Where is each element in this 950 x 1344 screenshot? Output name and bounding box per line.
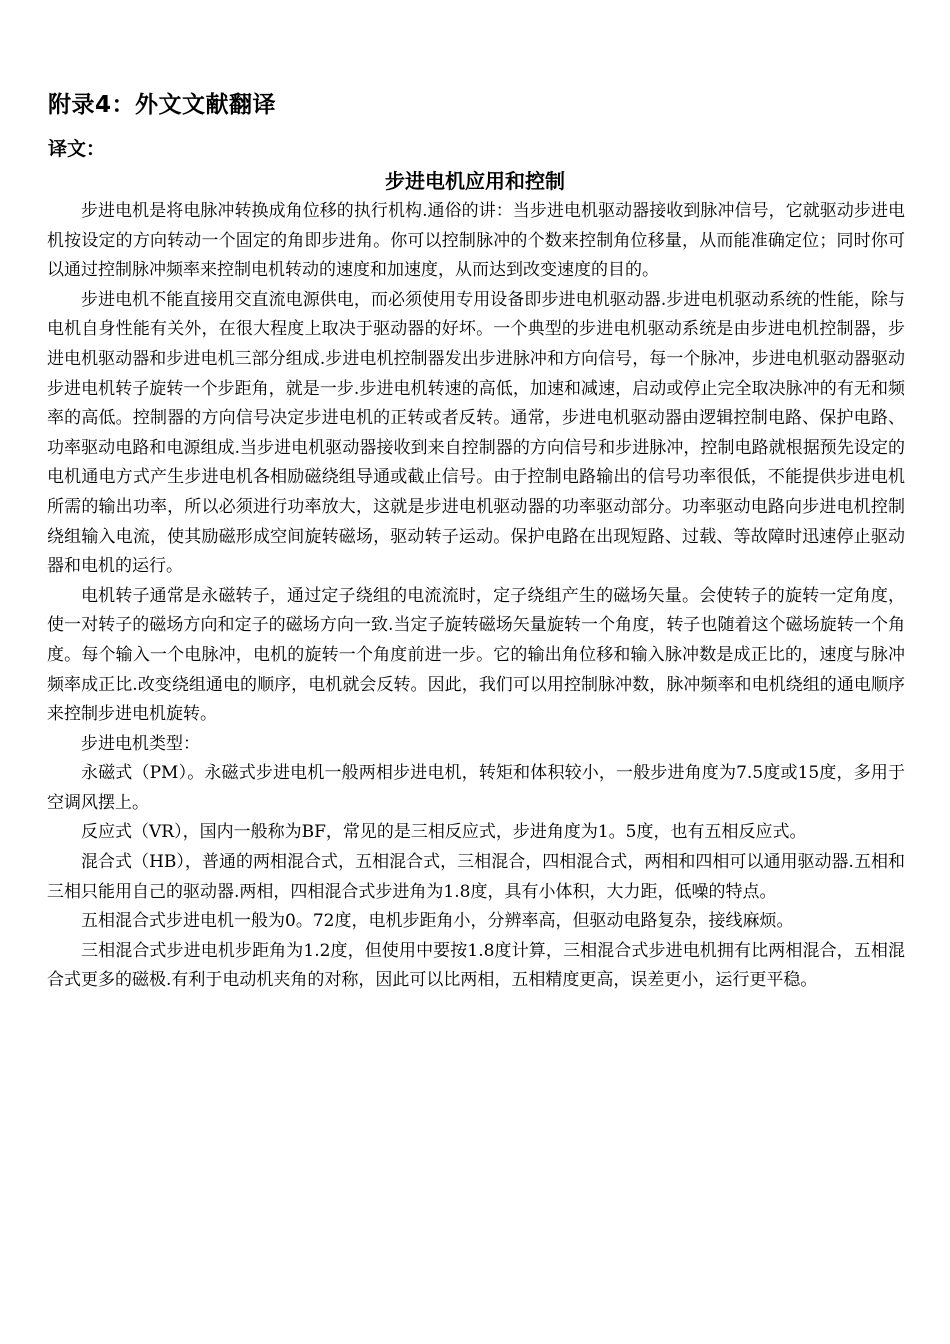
paragraph: 电机转子通常是永磁转子，通过定子绕组的电流流时，定子绕组产生的磁场矢量。会使转子的旋转一定角度，使一对转子的磁场方向和定子的磁场方向一致.当定子旋转磁场矢量旋转一个角度，转子也随着这个磁场旋转一个角度。每个输入一个电脉冲，电机的旋转一个角度前进一步。它的输出角位移和输入脉冲数是成正比的，速度与脉冲频率成正比.改变绕组通电的顺序，电机就会反转。因此，我们可以用控制脉冲数，脉冲频率和电机绕组的通电顺序来控制步进电机旋转。 — [47, 585, 905, 725]
paragraph: 步进电机类型： — [81, 733, 200, 754]
appendix-title: 附录4：外文文献翻译 — [48, 92, 277, 118]
article-title: 步进电机应用和控制 — [385, 169, 565, 193]
paragraph: 混合式（HB），普通的两相混合式，五相混合式，三相混合，四相混合式，两相和四相可以通用驱动器.五相和三相只能用自己的驱动器.两相，四相混合式步进角为1.8度，具有小体积，大力距，低噪的特点。 — [47, 852, 905, 902]
article-body — [47, 197, 905, 996]
paragraph: 反应式（VR），国内一般称为BF，常见的是三相反应式，步进角度为1。5度，也有五相反应式。 — [81, 822, 807, 843]
paragraph: 永磁式（PM）。永磁式步进电机一般两相步进电机，转矩和体积较小，一般步进角度为7.5度或15度，多用于空调风摆上。 — [47, 763, 905, 813]
paragraph: 五相混合式步进电机一般为0。72度，电机步距角小，分辨率高，但驱动电路复杂，接线麻烦。 — [81, 911, 794, 932]
section-label: 译文： — [48, 138, 106, 160]
paragraph: 步进电机不能直接用交直流电源供电，而必须使用专用设备即步进电机驱动器.步进电机驱动系统的性能，除与电机自身性能有关外，在很大程度上取决于驱动器的好坏。一个典型的步进电机驱动系统是由步进电机控制器，步进电机驱动器和步进电机三部分组成.步进电机控制器发出步进脉冲和方向信号，每一个脉冲，步进电机驱动器驱动步进电机转子旋转一个步距角，就是一步.步进电机转速的高低，加速和减速，启动或停止完全取决脉冲的有无和频率的高低。控制器的方向信号决定步进电机的正转或者反转。通常，步进电机驱动器由逻辑控制电路、保护电路、功率驱动电路和电源组成.当步进电机驱动器接收到来自控制器的方向信号和步进脉冲，控制电路就根据预先设定的电机通电方式产生步进电机各相励磁绕组导通或截止信号。由于控制电路输出的信号功率很低，不能提供步进电机所需的输出功率，所以必须进行功率放大，这就是步进电机驱动器的功率驱动部分。功率驱动电路向步进电机控制绕组输入电流，使其励磁形成空间旋转磁场，驱动转子运动。保护电路在出现短路、过载、等故障时迅速停止驱动器和电机的运行。 — [47, 289, 905, 577]
paragraph: 三相混合式步进电机步距角为1.2度，但使用中要按1.8度计算，三相混合式步进电机拥有比两相混合，五相混合式更多的磁极.有利于电动机夹角的对称，因此可以比两相，五相精度更高，误差更小，运行更平稳。 — [47, 940, 905, 991]
paragraph: 步进电机是将电脉冲转换成角位移的执行机构.通俗的讲：当步进电机驱动器接收到脉冲信号，它就驱动步进电机按设定的方向转动一个固定的角即步进角。你可以控制脉冲的个数来控制角位移量，从而能准确定位；同时你可以通过控制脉冲频率来控制电机转动的速度和加速度，从而达到改变速度的目的。 — [47, 201, 905, 281]
